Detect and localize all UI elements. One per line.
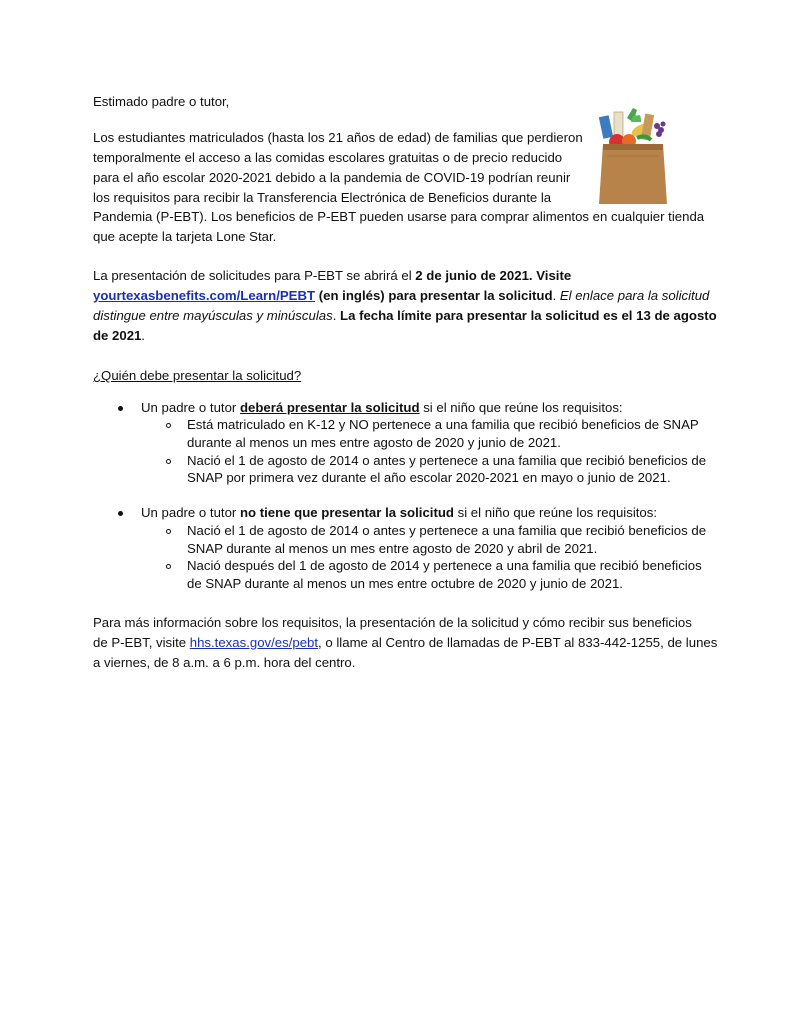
case-sensitive-note-2: distingue entre mayúsculas y minúsculas xyxy=(93,308,333,323)
application-line-4 xyxy=(93,326,145,346)
must-apply-prefix: Un padre o tutor xyxy=(141,400,240,415)
bullet-no-apply xyxy=(118,511,123,516)
application-period-2: . xyxy=(332,308,341,323)
must-apply-emphasis: deberá presentar la solicitud xyxy=(239,400,420,415)
application-line-1 xyxy=(93,266,571,286)
application-period-1: . xyxy=(552,288,560,303)
who-heading: ¿Quién debe presentar la solicitud? xyxy=(93,368,302,383)
bullet-must-apply xyxy=(118,406,123,411)
no-apply-sub1-line-2: SNAP durante al menos un mes entre agosto de 2020 y abril de 2021. xyxy=(187,541,598,556)
hhs-texas-link[interactable]: hhs.texas.gov/es/pebt xyxy=(189,635,319,650)
sub-bullet xyxy=(166,423,171,428)
case-sensitive-note-1: El enlace para la solicitud xyxy=(559,288,710,303)
no-apply-sub2-line-2: de SNAP durante al menos un mes entre octubre de 2020 y junio de 2021. xyxy=(187,576,623,591)
intro-line-4: los requisitos para recibir la Transferencia Electrónica de Beneficios durante la xyxy=(93,190,552,205)
no-apply-suffix: si el niño que reúne los requisitos: xyxy=(453,505,658,520)
deadline-year: de 2021 xyxy=(93,328,142,343)
must-apply-sub2-line-1: Nació el 1 de agosto de 2014 o antes y pertenece a una familia que recibió beneficios de xyxy=(187,453,707,468)
application-open-date: 2 de junio de 2021. Visite xyxy=(415,268,572,283)
must-apply-sub1-line-1: Está matriculado en K-12 y NO pertenece a una familia que recibió beneficios de SNAP xyxy=(187,417,699,432)
application-line-2 xyxy=(93,286,709,306)
application-period-3: . xyxy=(141,328,146,343)
deadline-text: La fecha límite para presentar la solicitud es el 13 de agosto xyxy=(340,308,717,323)
yourtexasbenefits-link[interactable]: yourtexasbenefits.com/Learn/PEBT xyxy=(93,288,316,303)
sub-bullet xyxy=(166,529,171,534)
no-apply-line xyxy=(141,503,657,523)
must-apply-sub2-line-2: SNAP por primera vez durante el año escolar 2020-2021 en mayo o junio de 2021. xyxy=(187,470,671,485)
application-opening-text: La presentación de solicitudes para P-EBT se abrirá el xyxy=(93,268,416,283)
more-info-call-center: , o llame al Centro de llamadas de P-EBT al 833-442-1255, de lunes xyxy=(318,635,718,650)
no-apply-prefix: Un padre o tutor xyxy=(141,505,240,520)
grocery-bag-icon xyxy=(597,108,675,206)
more-info-visit: de P-EBT, visite xyxy=(93,635,190,650)
intro-line-1: Los estudiantes matriculados (hasta los 21 años de edad) de familias que perdieron xyxy=(93,130,583,145)
intro-line-6: que acepte la tarjeta Lone Star. xyxy=(93,229,277,244)
sub-bullet xyxy=(166,459,171,464)
more-info-line-2 xyxy=(93,633,717,653)
no-apply-emphasis: no tiene que presentar la solicitud xyxy=(239,505,454,520)
no-apply-sub2-line-1: Nació después del 1 de agosto de 2014 y pertenece a una familia que recibió beneficios xyxy=(187,558,702,573)
intro-line-5: Pandemia (P-EBT). Los beneficios de P-EBT pueden usarse para comprar alimentos en cualquier tienda xyxy=(93,209,705,224)
intro-line-2: temporalmente el acceso a las comidas escolares gratuitas o de precio reducido xyxy=(93,150,563,165)
more-info-line-1: Para más información sobre los requisitos, la presentación de la solicitud y cómo recibir sus beneficios xyxy=(93,615,692,630)
no-apply-sub1-line-1: Nació el 1 de agosto de 2014 o antes y pertenece a una familia que recibió beneficios de xyxy=(187,523,707,538)
intro-line-3: para el año escolar 2020-2021 debido a la pandemia de COVID-19 podrían reunir xyxy=(93,170,571,185)
sub-bullet xyxy=(166,564,171,569)
more-info-line-3: a viernes, de 8 a.m. a 6 p.m. hora del centro. xyxy=(93,655,356,670)
application-line-3 xyxy=(93,306,717,326)
application-english-note: (en inglés) para presentar la solicitud xyxy=(315,288,553,303)
greeting: Estimado padre o tutor, xyxy=(93,94,230,109)
must-apply-suffix: si el niño que reúne los requisitos: xyxy=(419,400,623,415)
must-apply-sub1-line-2: durante al menos un mes entre agosto de 2020 y junio de 2021. xyxy=(187,435,561,450)
